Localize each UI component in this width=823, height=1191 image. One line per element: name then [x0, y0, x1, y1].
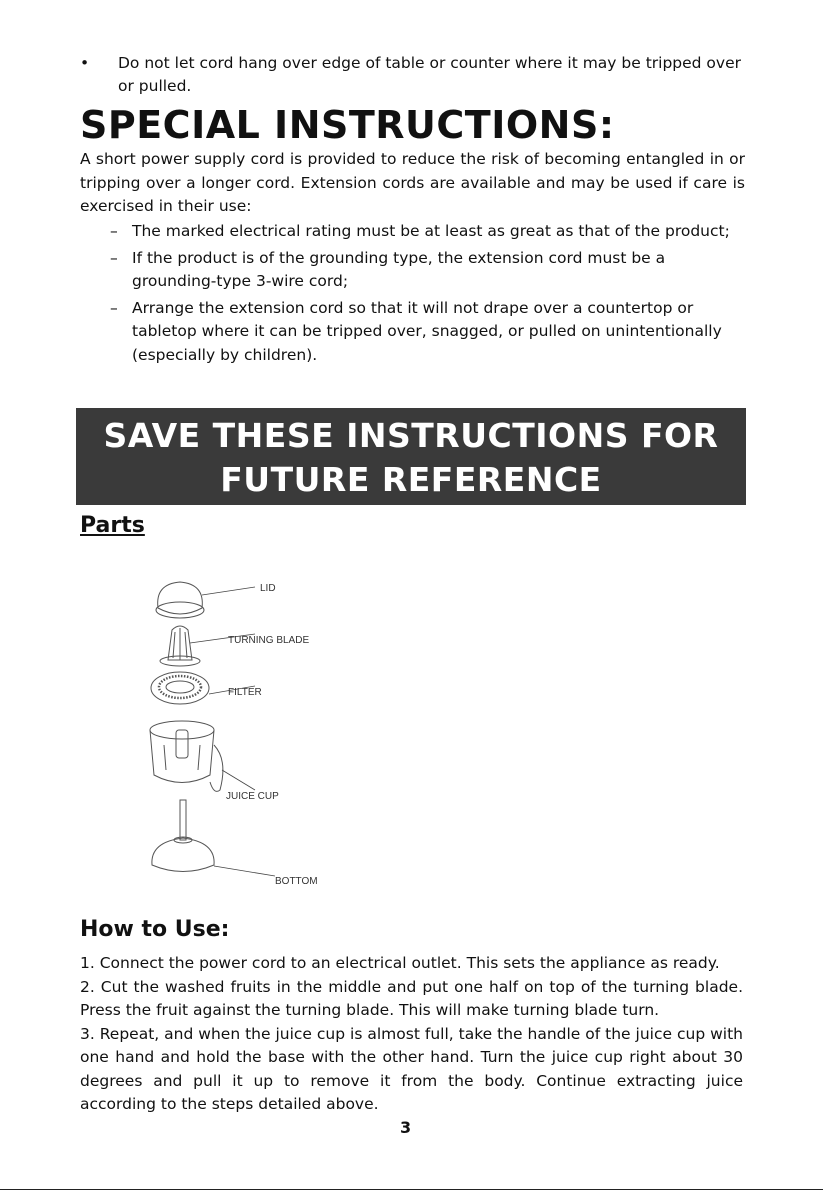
special-instructions-paragraph: A short power supply cord is provided to reduce the risk of becoming entangled in or tripping over a longer cord. Extension cords are available and may be used if care is exercised in their use: — [80, 150, 745, 215]
lid-illustration — [156, 582, 204, 618]
list-item: – The marked electrical rating must be at least as great as that of the product; — [110, 220, 750, 244]
list-item: – Arrange the extension cord so that it will not drape over a countertop or tabletop where it can be tripped over, snagged, or pulled on unintentionally (especially by children). — [110, 298, 722, 364]
dash-marker: – — [110, 248, 118, 267]
banner-line-1: SAVE THESE INSTRUCTIONS FOR — [103, 416, 719, 455]
top-bullet-text: Do not let cord hang over edge of table or counter where it may be tripped over or pulled. — [118, 54, 741, 95]
bottom-illustration — [152, 800, 214, 872]
dash-marker: – — [110, 298, 118, 317]
juice-cup-leader-line — [222, 770, 255, 790]
extension-cord-list — [110, 220, 750, 370]
step-1: 1. Connect the power cord to an electrical outlet. This sets the appliance as ready. — [80, 954, 720, 972]
parts-diagram — [130, 570, 390, 900]
turning-blade-illustration — [160, 626, 200, 666]
top-bullet — [80, 52, 750, 98]
bottom-leader-line — [214, 866, 275, 876]
banner-line-2: FUTURE REFERENCE — [220, 460, 602, 499]
how-to-use-steps — [80, 952, 743, 1117]
filter-label: FILTER — [228, 687, 262, 698]
special-instructions-heading: SPECIAL INSTRUCTIONS: — [80, 103, 615, 147]
juice-cup-illustration — [150, 721, 223, 791]
list-item: – If the product is of the grounding type, the extension cord must be a grounding-type 3-wire cord; — [110, 248, 666, 290]
juice-cup-label: JUICE CUP — [226, 791, 279, 802]
page-bottom-rule — [0, 1189, 823, 1190]
page-number: 3 — [400, 1118, 412, 1137]
save-instructions-banner — [76, 408, 746, 505]
step-3: 3. Repeat, and when the juice cup is almost full, take the handle of the juice cup with one hand and hold the base with the other hand. Turn the juice cup right about 30 degrees and pull it up to remove it from the body. Continue extracting juice according to the steps detailed above. — [80, 1024, 743, 1113]
parts-heading: Parts — [80, 513, 145, 538]
bullet-dot: • — [80, 54, 90, 72]
dash-marker: – — [110, 222, 118, 240]
lid-label: LID — [260, 583, 276, 594]
how-to-use-heading: How to Use: — [80, 917, 230, 942]
bottom-label: BOTTOM — [275, 876, 318, 887]
filter-illustration — [151, 672, 209, 704]
step-2: 2. Cut the washed fruits in the middle and put one half on top of the turning blade. Press the fruit against the turning blade. This will make turning blade turn. — [80, 977, 743, 1019]
turning-blade-label: TURNING BLADE — [228, 635, 310, 646]
lid-leader-line — [202, 587, 255, 595]
